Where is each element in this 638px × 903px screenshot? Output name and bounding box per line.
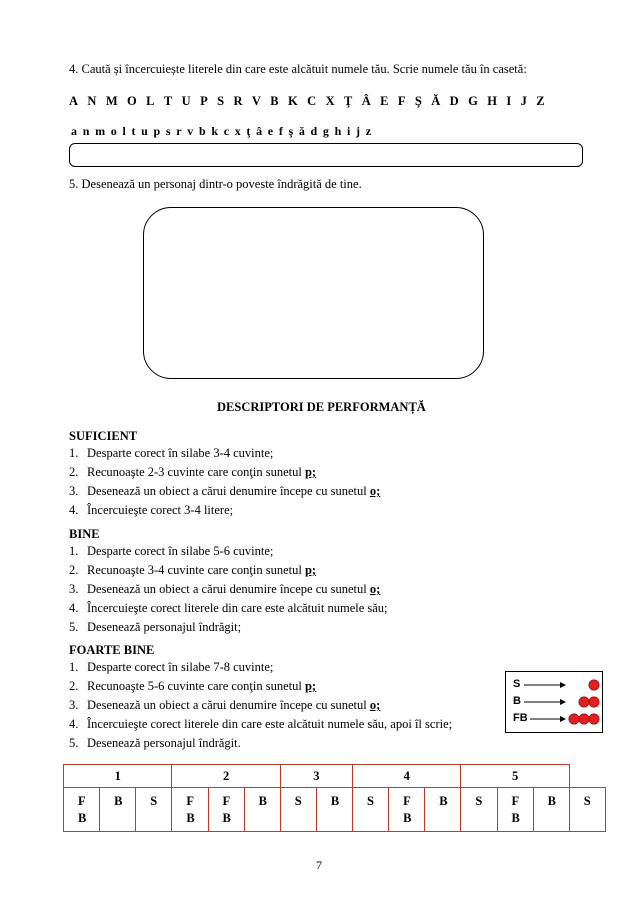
grid-header-cell: 4 [353,765,461,788]
letter[interactable]: T [163,94,173,108]
underlined-sound: o; [369,582,381,596]
letter[interactable]: v [187,124,194,138]
grid-header-cell: 5 [461,765,569,788]
letter[interactable]: ţ [246,124,251,138]
letter[interactable]: d [310,124,318,138]
letter[interactable]: Â [361,94,371,108]
grid-cell[interactable]: F B [208,788,244,832]
legend-label: S [513,678,521,690]
alphabet-uppercase [69,94,554,109]
legend-dot [579,697,589,707]
letter[interactable]: Ţ [343,94,353,108]
letter[interactable]: M [105,94,118,108]
grid-cell[interactable]: B [100,788,136,832]
grid-cell[interactable]: S [461,788,497,832]
descriptor-item [69,446,273,461]
descriptor-item [69,582,380,597]
grid-cell[interactable]: F B [389,788,425,832]
item-text: Desenează un obiect a cărui denumire începe cu sunetul [87,484,370,498]
letter[interactable]: h [334,124,342,138]
letter[interactable]: t [131,124,136,138]
letter[interactable]: S [217,94,225,108]
grid-cell[interactable]: S [136,788,172,832]
item-number: 5. [69,736,79,750]
letter[interactable]: j [356,124,361,138]
item-text: Încercuieşte corect 3-4 litere; [87,503,234,517]
letter[interactable]: m [95,124,106,138]
descriptor-item [69,736,241,751]
letter[interactable]: x [234,124,241,138]
item-text: Desparte corect în silabe 5-6 cuvinte; [87,544,274,558]
letter[interactable]: I [506,94,512,108]
letter[interactable]: Z [536,94,545,108]
question-5-text: 5. Desenează un personaj dintr-o poveste îndrăgită de tine. [69,177,362,191]
drawing-box[interactable] [143,207,484,379]
letter[interactable]: n [82,124,90,138]
letter[interactable]: l [122,124,126,138]
letter[interactable]: z [365,124,372,138]
letter[interactable]: k [211,124,219,138]
grid-cell[interactable]: F B [497,788,533,832]
item-text: Desenează personajul îndrăgit. [87,736,241,750]
letter[interactable]: L [146,94,155,108]
arrow-head-icon [560,699,566,705]
item-text: Desenează personajul îndrăgit; [87,620,242,634]
descriptor-item [69,698,380,713]
item-number: 2. [69,679,79,693]
descriptor-item [69,620,241,635]
letter[interactable]: o [110,124,117,138]
underlined-sound: o; [369,698,381,712]
item-number: 3. [69,698,79,712]
descriptor-item [69,660,273,675]
letter[interactable]: r [176,124,182,138]
legend-dot [589,714,599,724]
letter[interactable]: p [153,124,161,138]
descriptor-item [69,717,452,732]
level-title-bine: BINE [69,527,100,541]
letter[interactable]: V [251,94,261,108]
letter[interactable]: c [223,124,230,138]
descriptor-item [69,484,380,499]
item-text: Desenează un obiect a cărui denumire începe cu sunetul [87,582,370,596]
letter[interactable]: B [270,94,279,108]
grid-cell[interactable]: S [353,788,389,832]
descriptor-item [69,601,388,616]
level-title-foarte_bine: FOARTE BINE [69,643,155,657]
descriptor-item [69,465,316,480]
letter[interactable]: e [267,124,274,138]
letter[interactable]: N [87,94,97,108]
item-text: Recunoaşte 3-4 cuvinte care conţin sunetul [87,563,305,577]
item-text: Încercuieşte corect literele din care este alcătuit numele său; [87,601,388,615]
underlined-sound: p; [304,679,317,693]
letter[interactable]: E [380,94,389,108]
grid-cell[interactable]: F B [172,788,208,832]
alphabet-lowercase [71,124,377,139]
letter[interactable]: â [256,124,263,138]
item-text: Recunoaşte 5-6 cuvinte care conţin sunetul [87,679,305,693]
letter[interactable]: X [325,94,335,108]
letter[interactable]: K [288,94,298,108]
legend-dot [579,714,589,724]
grid-cell[interactable]: S [280,788,316,832]
underlined-sound: o; [369,484,381,498]
letter[interactable]: b [198,124,206,138]
item-number: 2. [69,465,79,479]
item-text: Desparte corect în silabe 3-4 cuvinte; [87,446,274,460]
letter[interactable]: f [278,124,283,138]
letter[interactable]: Ş [414,94,422,108]
legend-dot [589,680,599,690]
arrow-head-icon [560,682,566,688]
letter[interactable]: ă [298,124,305,138]
legend-dot [569,714,579,724]
descriptor-item [69,503,233,518]
question-4-text: 4. Caută și încercuiește literele din care este alcătuit numele tău. Scrie numele tău în casetă: [69,62,527,76]
letter[interactable]: u [141,124,148,138]
item-number: 3. [69,582,79,596]
item-number: 4. [69,601,79,615]
item-number: 3. [69,484,79,498]
letter[interactable]: G [468,94,478,108]
letter[interactable]: R [233,94,243,108]
grid-cell[interactable]: B [244,788,280,832]
item-number: 5. [69,620,79,634]
item-text: Desparte corect în silabe 7-8 cuvinte; [87,660,274,674]
letter[interactable]: ş [288,124,294,138]
legend-label: B [513,695,521,707]
letter[interactable]: D [449,94,459,108]
letter[interactable]: U [181,94,191,108]
letter[interactable]: g [322,124,329,138]
descriptor-item [69,544,273,559]
grid-cell[interactable]: B [316,788,352,832]
underlined-sound: p; [304,465,317,479]
grid-header-cell: 3 [280,765,352,788]
item-number: 1. [69,446,79,460]
grid-cell[interactable]: S [569,788,605,832]
descriptors-heading: DESCRIPTORI DE PERFORMANȚĂ [217,400,426,414]
letter[interactable]: P [200,94,208,108]
letter[interactable]: s [165,124,171,138]
letter[interactable]: C [307,94,317,108]
letter[interactable]: O [127,94,137,108]
grid-cell[interactable]: B [425,788,461,832]
level-title-suficient: SUFICIENT [69,429,138,443]
page-number: 7 [316,858,322,872]
letter[interactable]: Ă [431,94,441,108]
item-text: Desenează un obiect a cărui denumire începe cu sunetul [87,698,370,712]
letter[interactable]: F [397,94,406,108]
item-number: 4. [69,503,79,517]
arrow-head-icon [560,716,566,722]
grid-header-cell: 1 [64,765,172,788]
legend-box [505,671,603,733]
letter[interactable]: i [346,124,351,138]
grid-header-cell: 2 [172,765,280,788]
underlined-sound: p; [304,563,317,577]
grid-cell[interactable]: B [533,788,569,832]
letter[interactable]: J [520,94,527,108]
grid-cell[interactable]: F B [64,788,100,832]
descriptor-item [69,563,316,578]
item-number: 1. [69,544,79,558]
item-number: 4. [69,717,79,731]
evaluation-grid [63,764,606,832]
item-text: Încercuieşte corect literele din care este alcătuit numele său, apoi îl scrie; [87,717,453,731]
item-text: Recunoaşte 2-3 cuvinte care conţin sunetul [87,465,305,479]
legend-label: FB [513,712,528,724]
letter[interactable]: A [69,94,79,108]
name-input-box[interactable] [69,143,583,167]
item-number: 1. [69,660,79,674]
letter[interactable]: H [487,94,497,108]
legend-dot [589,697,599,707]
letter[interactable]: a [71,124,77,138]
descriptor-item [69,679,316,694]
item-number: 2. [69,563,79,577]
